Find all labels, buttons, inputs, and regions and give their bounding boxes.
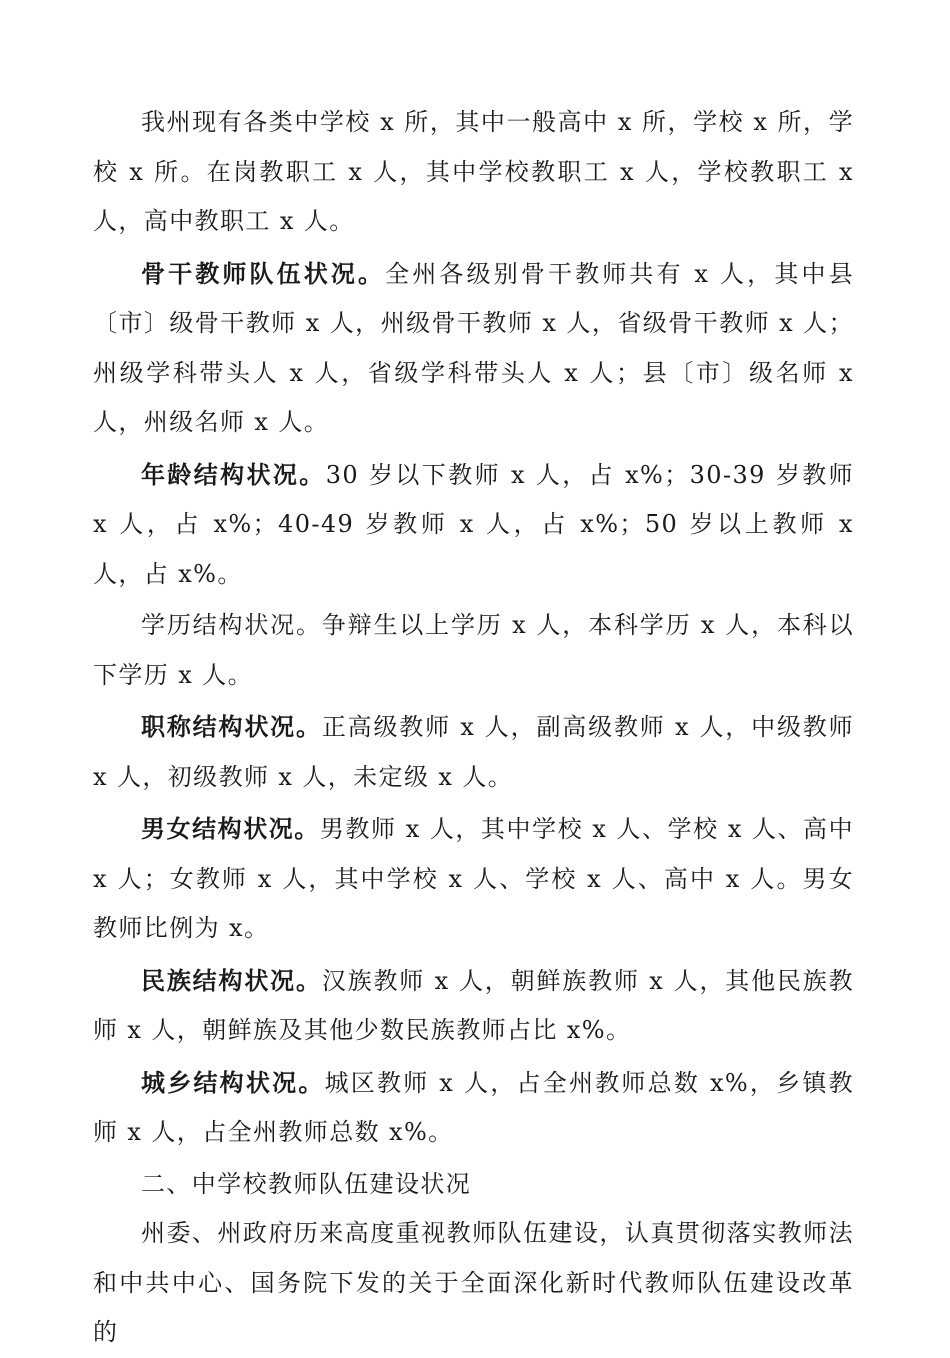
paragraph-body: 30 岁以下教师 x 人，占 x%；30-39 岁教师 x 人，占 x%；40-49 岁教师 x 人，占 x%；50 岁以上教师 x 人，占 x%。 <box>93 460 854 588</box>
paragraph-urban-rural-structure <box>93 1058 854 1158</box>
paragraph-gender-structure <box>93 804 854 954</box>
paragraph-body: 汉族教师 x 人，朝鲜族教师 x 人，其他民族教师 x 人，朝鲜族及其他少数民族教师占比 x%。 <box>93 966 854 1044</box>
paragraph-title-structure <box>93 702 854 802</box>
paragraph-closing <box>93 1209 854 1358</box>
paragraph-body: 全州各级别骨干教师共有 x 人，其中县〔市〕级骨干教师 x 人，州级骨干教师 x 人，省级骨干教师 x 人；州级学科带头人 x 人，省级学科带头人 x 人；县〔市〕级名师 x 人，州级名师 x 人。 <box>93 259 854 436</box>
section-heading: 二、中学校教师队伍建设状况 <box>141 1169 472 1198</box>
paragraph-lead: 职称结构状况。 <box>141 712 322 741</box>
paragraph-body: 我州现有各类中学校 x 所，其中一般高中 x 所，学校 x 所，学校 x 所。在岗教职工 x 人，其中学校教职工 x 人，学校教职工 x 人，高中教职工 x 人。 <box>93 108 854 235</box>
paragraph-school-overview <box>93 98 854 247</box>
paragraph-body: 男教师 x 人，其中学校 x 人、学校 x 人、高中 x 人；女教师 x 人，其中学校 x 人、学校 x 人、高中 x 人。男女教师比例为 x。 <box>93 815 854 942</box>
paragraph-education-structure <box>93 601 854 700</box>
paragraph-lead: 民族结构状况。 <box>141 965 322 995</box>
paragraph-lead: 男女结构状况。 <box>141 814 320 843</box>
paragraph-body: 正高级教师 x 人，副高级教师 x 人，中级教师 x 人，初级教师 x 人，未定级 x 人。 <box>93 713 854 791</box>
paragraph-lead: 骨干教师队伍状况。 <box>141 258 386 288</box>
paragraph-ethnic-structure <box>93 956 854 1056</box>
paragraph-key-teachers <box>93 249 854 448</box>
paragraph-lead: 年龄结构状况。 <box>141 459 326 489</box>
paragraph-age-structure <box>93 450 854 600</box>
paragraph-lead: 城乡结构状况。 <box>141 1067 325 1097</box>
paragraph-body: 州委、州政府历来高度重视教师队伍建设，认真贯彻落实教师法和中共中心、国务院下发的关于全面深化新时代教师队伍建设改革的 <box>93 1219 854 1346</box>
paragraph-body: 学历结构状况。争辩生以上学历 x 人，本科学历 x 人，本科以下学历 x 人。 <box>93 611 854 689</box>
paragraph-body: 城区教师 x 人，占全州教师总数 x%，乡镇教师 x 人，占全州教师总数 x%。 <box>93 1068 854 1146</box>
